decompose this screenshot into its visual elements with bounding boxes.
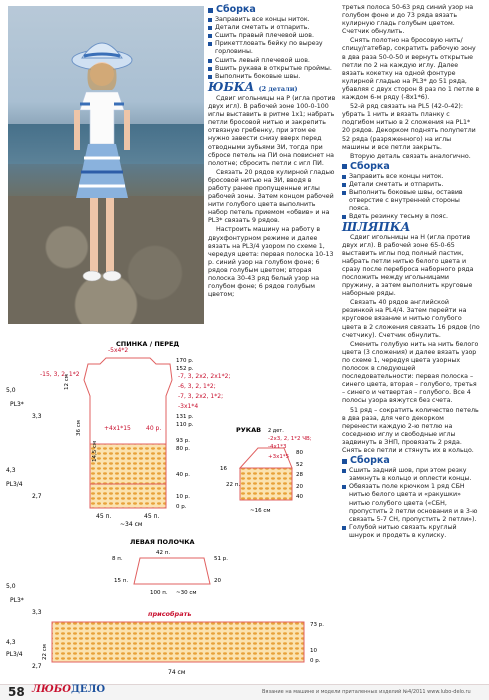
diagram-label: 10 р.: [176, 494, 190, 500]
back-pattern-band: [90, 484, 166, 508]
diagram-label: -7, 3, 2х2, 2х1*2;: [178, 373, 231, 380]
magazine-logo: ЛЮБОДЕЛО: [32, 684, 106, 695]
footer-text: Вязание на машине и модели приталенных изделий №4/2011 www.lubo-delo.ru: [262, 689, 471, 695]
hat-paragraph: Сдвиг игольницы на Н (игла против двух игл). В рабочей зоне 65-0-65 выставить иглы под полный пастик, набрать петли нитью белого цвета и сразу после переброса наборного ряда посложить между игольницами пружину, а затем выполнить круговые наборные ряды.: [342, 233, 474, 298]
list-item: Сшить правый плечевой шов.: [208, 32, 336, 40]
diagram-label: 20: [296, 484, 303, 490]
assembly-list-2: [342, 173, 480, 222]
diagram-label: -15, 3, 2, 1*2: [40, 371, 80, 378]
diagram-label: PL3/4: [6, 481, 23, 488]
list-item: Выполнить боковые швы.: [208, 73, 336, 81]
list-item: Вдеть резинку тесьму в пояс.: [342, 213, 480, 221]
list-item: Выполнить боковые швы, оставив отверстие с внутренней стороны пояса.: [342, 189, 480, 213]
diagram-label: 3,3: [32, 413, 42, 420]
sleeve-count: 2 дет.: [268, 428, 284, 434]
right-column: [342, 4, 480, 542]
list-item: Детали сметать и отпарить.: [208, 24, 336, 32]
assembly-heading: Сборка: [208, 6, 336, 14]
diagram-label: 3,3: [32, 609, 42, 616]
diagram-label: 4,3: [6, 467, 16, 474]
square-bullet-icon: [342, 164, 347, 169]
diagram-label: -4х1*3: [268, 444, 287, 450]
diagram-label: 52: [296, 462, 303, 468]
diagram-label: 5,0: [6, 387, 16, 394]
diagram-label: +4х1*15: [104, 425, 131, 432]
shelf-outline: [134, 558, 210, 584]
gather-label: присобрать: [148, 610, 192, 618]
skirt-pattern-panel: [52, 622, 304, 662]
shelf-title: ЛЕВАЯ ПОЛОЧКА: [130, 538, 195, 546]
list-item: Прикеттловать бейку по вырезу горловины.: [208, 40, 336, 56]
diagram-label: -5х4*2: [108, 347, 129, 354]
square-bullet-icon: [342, 459, 347, 464]
diagram-label: 14,5 см: [92, 440, 98, 462]
hat-heading: ШЛЯПКА: [342, 220, 411, 235]
diagram-label: 8 п.: [112, 556, 123, 562]
diagram-label: -7, 3, 2х2, 1*2;: [178, 393, 224, 400]
assembly-list-3: [342, 467, 480, 540]
diagram-label: 15 п.: [114, 578, 129, 584]
skirt-heading: ЮБКА (2 детали): [208, 79, 298, 94]
diagram-label: 0 р.: [310, 658, 321, 664]
diagram-label: 5,0: [6, 583, 16, 590]
diagram-label: 40: [296, 494, 303, 500]
assembly-heading-3: Сборка: [342, 457, 480, 465]
diagram-label: 40 р.: [146, 425, 162, 432]
skirt-paragraph: Сдвиг игольницы на Р (игла против двух игл). В рабочей зоне 100-0-100 иглы выставить в ритме 1х1; набрать петли бросовой нитью и закрепить отвязную гребенку, при этом ее нужно завести снизу вверх перед отводными зубьями ЗИ, тогда при сбросе петель на ПИ она повиснет на полотне; сбросить петли с игл ПИ.: [208, 94, 336, 167]
diagram-label: 36 см: [76, 420, 82, 436]
diagram-label: 152 р.: [176, 366, 194, 372]
list-item: Вшить рукава в открытые проймы.: [208, 65, 336, 73]
diagram-label: 100 п.: [150, 590, 168, 596]
diagram-label: 16: [220, 466, 227, 472]
diagram-label: 110 р.: [176, 422, 194, 428]
diagram-label: PL3*: [10, 401, 24, 408]
pattern-diagrams: [0, 326, 340, 682]
back-pattern-band: [90, 444, 166, 484]
diagram-label: 51 р.: [214, 556, 228, 562]
photo-girl-by-sea: [8, 6, 204, 324]
girl-figure-icon: [54, 26, 150, 316]
diagram-label: 80: [296, 450, 303, 456]
diagram-label: 28: [296, 472, 303, 478]
diagram-label: 40 р.: [176, 472, 190, 478]
diagram-label: 74 см: [168, 669, 186, 676]
diagram-label: PL3/4: [6, 651, 23, 658]
square-bullet-icon: [208, 8, 213, 13]
diagram-label: -2х3, 2, 1*2 ЧВ;: [268, 436, 312, 442]
diagram-label: 80 р.: [176, 446, 190, 452]
skirt-paragraph: 52-й ряд связать на PL5 (42-0-42): убрать 1 нить и вязать планку с подгибом нитью в 2 сложения на PL1* 20 рядов. Декорком поднять полупетли 52 ряда (разряженного) на иглы машины и все петли закрыть.: [342, 103, 476, 151]
diagram-label: 131 р.: [176, 414, 194, 420]
diagram-label: 42 п.: [156, 550, 171, 556]
skirt-paragraph: Связать 20 рядов кулирной гладью бросовой нитью на ЗИ, вводя в работу ранее пропущенные иглы рабочей зоны. Затем концом рабочей нити голубого цвета выполнить набор петель приемом «обвив» и на PL3* связать 9 рядов.: [208, 168, 335, 225]
hat-paragraph: 51 ряд – сократить количество петель в два раза, для чего декорком перенести каждую 2-ю петлю на соседнюю иглу и свободные иглы задвинуть в ЗНП, провязать 2 ряда. Снять все петли и стянуть их в кольцо.: [342, 406, 479, 454]
list-item: Детали сметать и отпарить.: [342, 181, 480, 189]
sleeve-title: РУКАВ: [236, 426, 262, 434]
diagram-label: 2,7: [32, 663, 42, 670]
middle-column: [208, 4, 336, 300]
list-item: Сшить левый плечевой шов.: [208, 57, 336, 65]
diagram-label: 170 р.: [176, 358, 194, 364]
diagram-label: 10: [310, 648, 317, 654]
diagram-label: 4,3: [6, 639, 16, 646]
diagram-label: 22 п.: [226, 482, 241, 488]
assembly-heading-2: Сборка: [342, 163, 480, 171]
diagram-label: -6, 3, 2, 1*2;: [178, 383, 216, 390]
diagram-label: ~30 см: [176, 590, 197, 596]
assembly-list: [208, 16, 336, 81]
list-item: Сшить задний шов, при этом резку замкнуть в кольцо и оплести концы.: [342, 467, 480, 483]
diagram-label: 45 п.: [96, 513, 112, 520]
skirt-paragraph: Вторую деталь связать аналогично.: [350, 152, 471, 160]
skirt-paragraph: третья полоса 50-63 ряд синий узор на голубом фоне и до 73 ряда вязать кулирную гладь голубым цветом. Счетчик обнулить.: [342, 4, 474, 36]
diagram-label: -3х1*4: [178, 403, 199, 410]
skirt-paragraph: Настроить машину на работу в двухфонтурном режиме и далее вязать на PL3/4 узором по схеме 1, чередуя цвета: первая полоска 10-13 р. синий узор на голубом фоне; 6 рядов голубым цветом; вторая полоска 30-43 ряд белый узор на голубом фоне; 6 рядов голубым цветом;: [208, 226, 334, 299]
page-number: 58: [8, 685, 25, 699]
skirt-paragraph: Снять полотно на бросовую нить/спицу/гатебар, сократить рабочую зону в два раза 50-0-50 и вернуть открытые петли по 2 на каждую иглу. Далее вязать кокетку на одной фонтуре кулирной гладью на PL3* до 51 ряда, убавляя с двух сторон 8 раз по 1 петле в каждом 6-м ряду (-8х1*6).: [342, 37, 480, 102]
diagram-label: 22 см: [42, 644, 48, 660]
hat-paragraph: Сменить голубую нить на нить белого цвета (3 сложения) и далее вязать узор по схеме 1, чередуя цвета узорных полосок в следующей последовательности: первая полоска – синего цвета, вторая – голубого, третья – синего и четвертая – голубого. Все 4 полосы узора вяжутся без счета.: [342, 340, 479, 405]
diagram-label: 45 п.: [144, 513, 160, 520]
diagram-label: 2,7: [32, 493, 42, 500]
list-item: Заправить все концы ниток.: [208, 16, 336, 24]
diagram-label: 0 р.: [176, 504, 187, 510]
back-front-title: СПИНКА / ПЕРЕД: [116, 340, 180, 348]
hat-paragraph: Связать 40 рядов английской резинкой на PL4/4. Затем перейти на круговое вязание и нитью голубого цвета в 2 сложения связать 16 рядов (по счетчику). Счетчик обнулить.: [342, 299, 480, 339]
list-item: Голубой нитью связать круглый шнурок и продеть в кулиску.: [342, 524, 480, 540]
diagram-label: PL3*: [10, 597, 24, 604]
diagram-label: 73 р.: [310, 622, 324, 628]
list-item: Обвязать поле крючком 1 ряд СБН нитью белого цвета и «ракушки» нитью голубого цвета («СБН, пропустить 2 петли основания и в 3-ю связать 5-7 СН, пропустить 2 петли»).: [342, 483, 480, 523]
sleeve-pattern-band: [240, 468, 292, 500]
diagram-label: 20: [214, 578, 221, 584]
diagram-label: 93 р.: [176, 438, 190, 444]
diagram-label: ~16 см: [250, 508, 271, 514]
diagram-label: ~34 см: [120, 521, 143, 528]
list-item: Заправить все концы ниток.: [342, 173, 480, 181]
diagram-label: +3х1*5: [268, 454, 290, 460]
diagram-label: 12 см: [64, 374, 70, 390]
